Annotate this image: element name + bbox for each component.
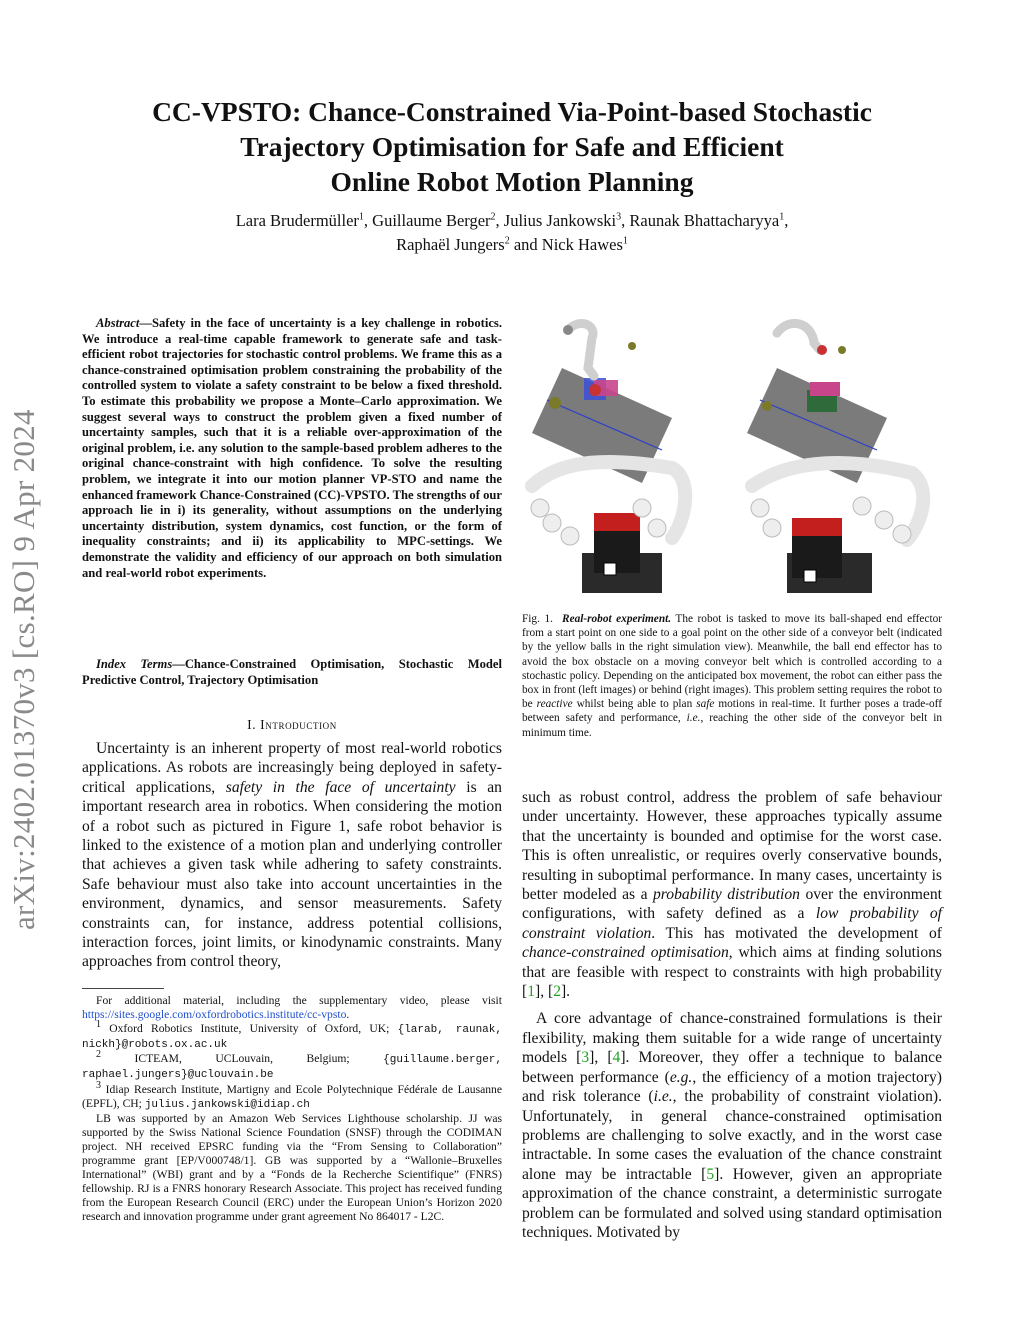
- abstract: Abstract—Safety in the face of uncertainty is a key challenge in robotics. We introduce a real-time capable framework to generate safe and task-efficient robot trajectories for stochastic control problems. We frame this as a chance-constrained optimisation problem constraining the probability of the controlled system to violate a safety constraint to be below a fixed threshold. To estimate this probability we propose a Monte–Carlo approximation. We suggest several ways to construct the problem given a fixed number of uncertainty samples, such that it is a reliable over-approximation of the original problem, i.e. any solution to the sample-based problem adheres to the original chance-constraint with high confidence. To solve the resulting problem, we integrate it into our motion planner VP-STO and name the enhanced framework Chance-Constrained (CC)-VPSTO. The strengths of our approach lie in i) its generality, without assumptions on the underlying uncertainty distribution, system dynamics, cost function, or the form of inequality constraints; and ii) its applicability to MPC-settings. We demonstrate the validity and efficiency of our approach on both simulation and real-world robot experiments.: [82, 316, 502, 580]
- paragraph: Uncertainty is an inherent property of most real-world robotics applications. As robots are increasingly being deployed in safety-critical applications, safety in the face of uncertainty is an important research area in robotics. When considering the motion of a robot such as pictured in Figure 1, safe robot behavior is linked to the existence of a motion plan and underlying controller that achieves a given task while adhering to safety constraints. Safe behaviour must also take into account uncertainties in the environment, dynamics, and sensor measurements. Safety constraints can, for instance, address potential collisions, interaction forces, joint limits, or kinodynamic constraints. Many approaches from control theory,: [82, 740, 502, 971]
- author-list: [100, 209, 924, 257]
- citation-link[interactable]: 5: [706, 1165, 715, 1183]
- footnote-rule: [82, 988, 164, 989]
- affiliation-mark: 3: [616, 211, 622, 223]
- footnote-funding: LB was supported by an Amazon Web Services Lighthouse scholarship. JJ was supported by the Swiss National Science Foundation (SNSF) through the CODIMAN project. NH received EPSRC funding via the “From Sensing to Collaboration” programme grant [EP/V000748/1]. GB was supported by a “Wallonie–Bruxelles International” (WBI) grant and by a “Fonds de la Recherche Scientifique” (FNRS) fellowship. RJ is a FNRS honorary Research Associate. This project has received funding from the European Research Council (ERC) under the European Union’s Horizon 2020 research and innovation programme under grant agreement No 864017 - L2C.: [82, 1111, 502, 1224]
- section-number: I.: [247, 717, 257, 732]
- footnote-affiliation: $^3$ Idiap Research Institute, Martigny and Ecole Polytechnique Fédérale de Lausanne (EPFL), CH; julius.jankowski@idiap.ch: [82, 1079, 502, 1111]
- author-name: Julius Jankowski: [503, 211, 617, 230]
- affiliation-mark: 1: [622, 235, 628, 247]
- figure-1-image: [522, 308, 942, 603]
- figure-caption: Fig. 1. Real-robot experiment. The robot is tasked to move its ball-shaped end effector from a start point on one side to a goal point on the other side of a conveyor belt (indicated by the yellow balls in the right simulation view). Meanwhile, the ball end effector has to avoid the box obstacle on a moving conveyor belt which is controlled according to a stochastic policy. Depending on the anticipated box movement, the robot can either pass the box in front (left images) or behind (right images). This problem setting requires the robot to be reactive whilst being able to plan safe motions in real-time. It further poses a trade-off between safety and performance, i.e., reaching the other side of the conveyor belt in minimum time.: [522, 613, 943, 739]
- intro-left-column: [82, 739, 502, 972]
- footnote-affiliation: $^2$ ICTEAM, UCLouvain, Belgium; {guillaume.berger, raphael.jungers}@uclouvain.be: [82, 1049, 502, 1082]
- author-name: Lara Brudermüller: [235, 211, 359, 230]
- section-title: Introduction: [260, 717, 337, 732]
- title-line: Trajectory Optimisation for Safe and Efficient: [240, 131, 784, 162]
- email: julius.jankowski@idiap.ch: [144, 1098, 310, 1111]
- affiliation-mark: 2: [504, 235, 510, 247]
- footnote-affiliation: $^1$ Oxford Robotics Institute, University of Oxford, UK; {larab, raunak, nickh}@robots.ox.ac.uk: [82, 1019, 502, 1052]
- abstract-label: Abstract: [96, 316, 140, 330]
- title-line: CC-VPSTO: Chance-Constrained Via-Point-based Stochastic: [152, 96, 872, 127]
- citation-link[interactable]: 1: [527, 983, 535, 1001]
- figure-1: [522, 308, 942, 603]
- arxiv-identifier: arXiv:2402.01370v3 [cs.RO] 9 Apr 2024: [6, 409, 41, 930]
- citation-link[interactable]: 3: [581, 1049, 590, 1067]
- real-robot-view-right: [751, 463, 923, 593]
- author-line: Lara Brudermüller$^1$, Guillaume Berger$^2$, Julius Jankowski$^3$, Raunak Bhattacharyya$^1$,: [235, 211, 789, 230]
- author-name: Raphaël Jungers: [396, 235, 505, 254]
- author-line: Raphaël Jungers$^2$ and Nick Hawes$^1$: [396, 235, 628, 254]
- author-name: Raunak Bhattacharyya: [629, 211, 780, 230]
- affiliation-mark: 1: [779, 211, 785, 223]
- email: {guillaume.berger, raphael.jungers}@uclouvain.be: [82, 1054, 502, 1082]
- author-name: Guillaume Berger: [372, 211, 491, 230]
- intro-right-column: [522, 788, 942, 1250]
- author-name: Nick Hawes: [541, 235, 623, 254]
- paragraph: A core advantage of chance-constrained formulations is their flexibility, making them suitable for a wide range of uncertainty models [3], [4]. Moreover, they offer a technique to balance between performance (e.g., the efficiency of a motion trajectory) and risk tolerance (i.e., the probability of constraint violation). Unfortunately, in general chance-constrained optimisation problems are challenging to solve exactly, and in the worst case intractable. In some cases the evaluation of the chance constraint alone may be intractable [5]. However, given an appropriate approximation of the chance constraint, a deterministic surrogate problem can be formulated and solved using standard optimisation techniques. Motivated by: [522, 1010, 943, 1241]
- supplementary-link[interactable]: https://sites.google.com/oxfordrobotics.institute/cc-vpsto: [82, 1008, 347, 1022]
- email: {larab, raunak, nickh}@robots.ox.ac.uk: [82, 1024, 502, 1052]
- index-terms-text: Chance-Constrained Optimisation, Stochastic Model Predictive Control, Trajectory Optimisation: [82, 657, 502, 687]
- citation-link[interactable]: 2: [553, 983, 561, 1001]
- citation-link[interactable]: 4: [612, 1049, 621, 1067]
- paragraph: such as robust control, address the problem of safe behaviour under uncertainty. However, these approaches typically assume that the uncertainty is bounded and optimise for the worst case. This is often unrealistic, or requires overly conservative bounds, resulting in suboptimal performance. In many cases, uncertainty is better modeled as a probability distribution over the environment configurations, with safety defined as a low probability of constraint violation. This has motivated the development of chance-constrained optimisation, which aims at finding solutions that are feasible with respect to constraints with high probability [1], [2].: [522, 789, 942, 1001]
- index-terms: Index Terms—Chance-Constrained Optimisation, Stochastic Model Predictive Control, Trajectory Optimisation: [82, 657, 502, 687]
- index-terms-label: Index Terms: [96, 657, 173, 671]
- abstract-text: Safety in the face of uncertainty is a key challenge in robotics. We introduce a real-time capable framework to generate safe and task-efficient robot trajectories for stochastic control problems. We frame this as a chance-constrained optimisation problem constraining the probability of the controlled system to violate a safety constraint to be below a fixed threshold. To estimate this probability we propose a Monte–Carlo approximation. We suggest several ways to construct the problem given a fixed number of uncertainty samples, such that it is a reliable over-approximation of the original problem, i.e. any solution to the sample-based problem adheres to the original chance-constraint with high confidence. To solve the resulting problem, we integrate it into our motion planner VP-STO and name the enhanced framework Chance-Constrained (CC)-VPSTO. The strengths of our approach lie in i) its generality, without assumptions on the underlying uncertainty distribution, system dynamics, cost function, or the form of inequality constraints; and ii) its applicability to MPC-settings. We demonstrate the validity and efficiency of our approach on both simulation and real-world robot experiments.: [82, 316, 502, 580]
- real-robot-view-left: [531, 462, 685, 593]
- paper-title: [100, 94, 924, 199]
- emphasis: safety in the face of uncertainty: [225, 778, 456, 796]
- footnote-url: For additional material, including the supplementary video, please visit https://sites.google.com/oxfordrobotics.institute/cc-vpsto.: [82, 994, 502, 1022]
- title-line: Online Robot Motion Planning: [330, 166, 694, 197]
- caption-label: Fig. 1.: [522, 613, 553, 625]
- section-heading: [82, 717, 502, 733]
- footnotes: [82, 994, 502, 1225]
- caption-title: Real-robot experiment.: [562, 613, 672, 625]
- affiliation-mark: 1: [358, 211, 364, 223]
- affiliation-mark: 2: [490, 211, 496, 223]
